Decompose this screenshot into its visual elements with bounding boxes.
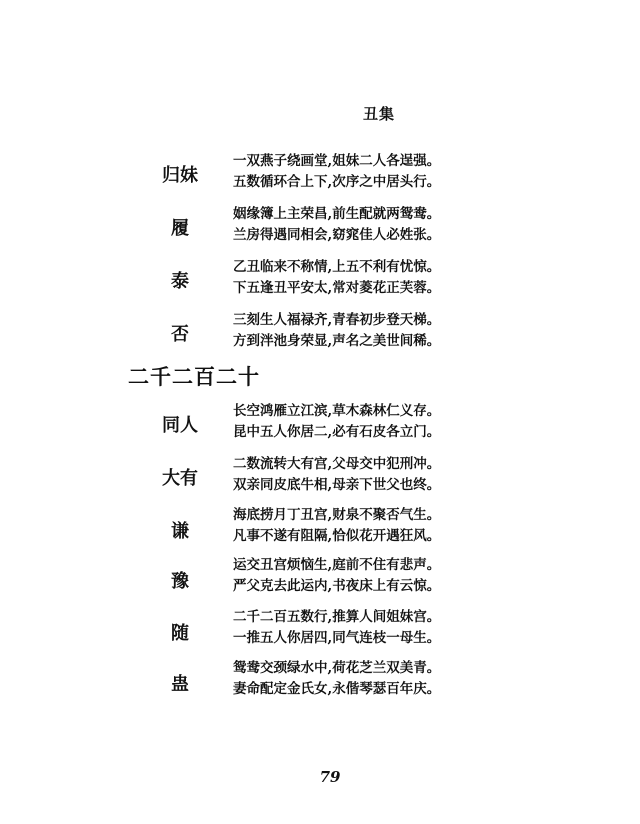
verse-line: 双亲同皮底牛相,母亲下世父也终。 [233,477,441,493]
verse-line: 二千二百五数行,推算人间姐妹宫。 [233,609,441,625]
verse-line: 乙丑临来不称情,上五不利有忧惊。 [233,259,441,275]
verse-line: 运交丑宫烦恼生,庭前不住有悲声。 [233,557,441,573]
verse-line: 姻缘簿上主荣昌,前生配就两鸳鸯。 [233,206,441,222]
verse [233,401,440,443]
hexagram-entry [0,505,640,553]
verse [233,151,440,193]
verse-line: 鸳鸯交颈绿水中,荷花芝兰双美青。 [233,660,441,676]
verse-line: 一双燕子绕画堂,姐妹二人各逞强。 [233,153,441,169]
verse [233,310,440,352]
hexagram-name: 豫 [171,571,189,592]
verse-line: 二数流转大有宫,父母交中犯刑冲。 [233,456,441,472]
hexagram-entry [0,555,640,603]
verse [233,454,440,496]
verse-line: 海底捞月丁丑宫,财泉不聚否气生。 [233,507,441,523]
verse-line: 长空鸿雁立江滨,草木森林仁义存。 [233,403,441,419]
hexagram-name: 随 [171,623,189,644]
verse [233,505,440,547]
hexagram-name: 归妹 [162,165,198,186]
verse-line: 凡事不遂有阻隔,恰似花开遇狂风。 [233,528,441,544]
hexagram-entry [0,454,640,502]
section-title: 二千二百二十 [128,364,260,389]
hexagram-name: 大有 [162,468,198,489]
verse-line: 妻命配定金氏女,永偕琴瑟百年庆。 [233,681,441,697]
verse [233,658,440,700]
page-header: 丑集 [362,105,395,123]
verse-line: 三刻生人福禄齐,青春初步登天梯。 [233,312,441,328]
verse-line: 五数循环合上下,次序之中居头行。 [233,174,441,190]
verse-line: 一推五人你居四,同气连枝一母生。 [233,630,441,646]
verse [233,204,440,246]
hexagram-entry [0,204,640,252]
verse [233,257,440,299]
hexagram-name: 谦 [171,521,189,542]
verse-line: 兰房得遇同相会,窈窕佳人必姓张。 [233,227,441,243]
verse-line: 下五逢丑平安太,常对菱花正芙蓉。 [233,280,441,296]
page-number: 79 [319,768,341,786]
hexagram-entry [0,401,640,449]
verse [233,607,440,649]
verse-line: 方到泮池身荣显,声名之美世间稀。 [233,333,441,349]
hexagram-name: 蛊 [171,674,189,695]
verse [233,555,440,597]
hexagram-entry [0,310,640,358]
hexagram-entry [0,257,640,305]
hexagram-name: 同人 [162,415,198,436]
hexagram-name: 泰 [171,271,189,292]
verse-line: 昆中五人你居二,必有石皮各立门。 [233,424,441,440]
hexagram-name: 否 [171,324,189,345]
hexagram-entry [0,607,640,655]
hexagram-name: 履 [171,218,189,239]
hexagram-entry [0,658,640,706]
hexagram-entry [0,151,640,199]
verse-line: 严父克去此运内,书夜床上有云惊。 [233,578,441,594]
